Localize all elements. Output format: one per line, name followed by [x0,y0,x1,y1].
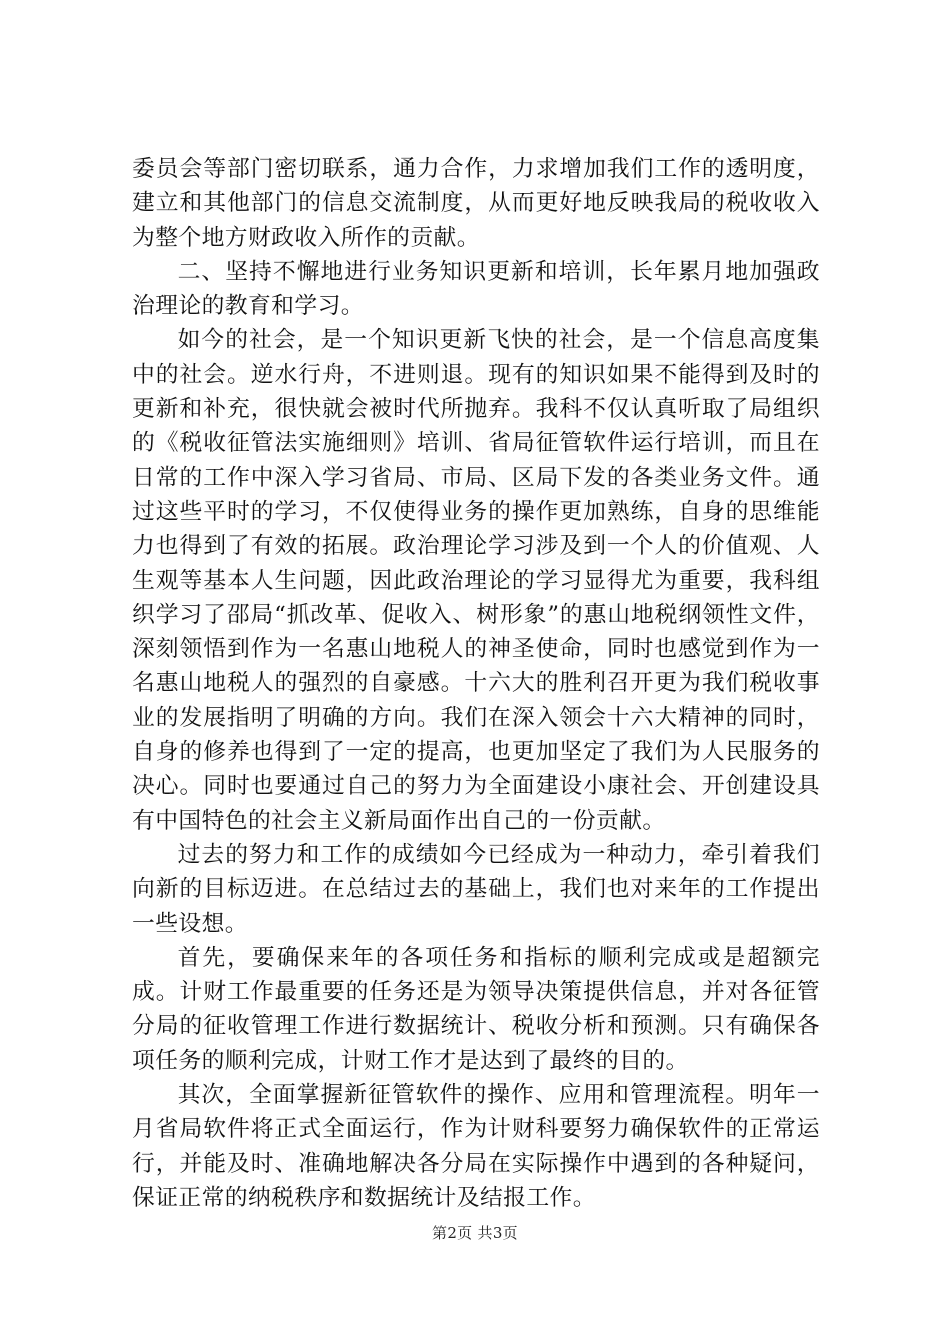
paragraph-first-goal: 首先，要确保来年的各项任务和指标的顺利完成或是超额完成。计财工作最重要的任务还是为领导决策提供信息，并对各征管分局的征收管理工作进行数据统计、税收分析和预测。只有确保各项任务的顺利完成，计财工作才是达到了最终的目的。 [132,944,820,1074]
document-body [132,152,820,1215]
paragraph-section-heading: 二、坚持不懈地进行业务知识更新和培训，长年累月地加强政治理论的教育和学习。 [132,258,820,320]
paragraph-second-goal: 其次，全面掌握新征管软件的操作、应用和管理流程。明年一月省局软件将正式全面运行，作为计财科要努力确保软件的正常运行，并能及时、准确地解决各分局在实际操作中遇到的各种疑问，保证正常的纳税秩序和数据统计及结报工作。 [132,1082,820,1211]
paragraph-outlook: 过去的努力和工作的成绩如今已经成为一种动力，牵引着我们向新的目标迈进。在总结过去的基础上，我们也对来年的工作提出一些设想。 [132,841,820,937]
page-number-footer: 第2页 共3页 [432,1224,518,1242]
paragraph-continuation: 委员会等部门密切联系，通力合作，力求增加我们工作的透明度，建立和其他部门的信息交流制度，从而更好地反映我局的税收收入为整个地方财政收入所作的贡献。 [132,156,820,251]
paragraph-learning: 如今的社会，是一个知识更新飞快的社会，是一个信息高度集中的社会。逆水行舟，不进则退。现有的知识如果不能得到及时的更新和补充，很快就会被时代所抛弃。我科不仅认真听取了局组织的《税收征管法实施细则》培训、省局征管软件运行培训，而且在日常的工作中深入学习省局、市局、区局下发的各类业务文件。通过这些平时的学习，不仅使得业务的操作更加熟练，自身的思维能力也得到了有效的拓展。政治理论学习涉及到一个人的价值观、人生观等基本人生问题，因此政治理论的学习显得尤为重要，我科组织学习了邵局“抓改革、促收入、树形象”的惠山地税纲领性文件，深刻领悟到作为一名惠山地税人的神圣使命，同时也感觉到作为一名惠山地税人的强烈的自豪感。十六大的胜利召开更为我们税收事业的发展指明了明确的方向。我们在深入领会十六大精神的同时，自身的修养也得到了一定的提高，也更加坚定了我们为人民服务的决心。同时也要通过自己的努力为全面建设小康社会、开创建设具有中国特色的社会主义新局面作出自己的一份贡献。 [132,327,820,834]
